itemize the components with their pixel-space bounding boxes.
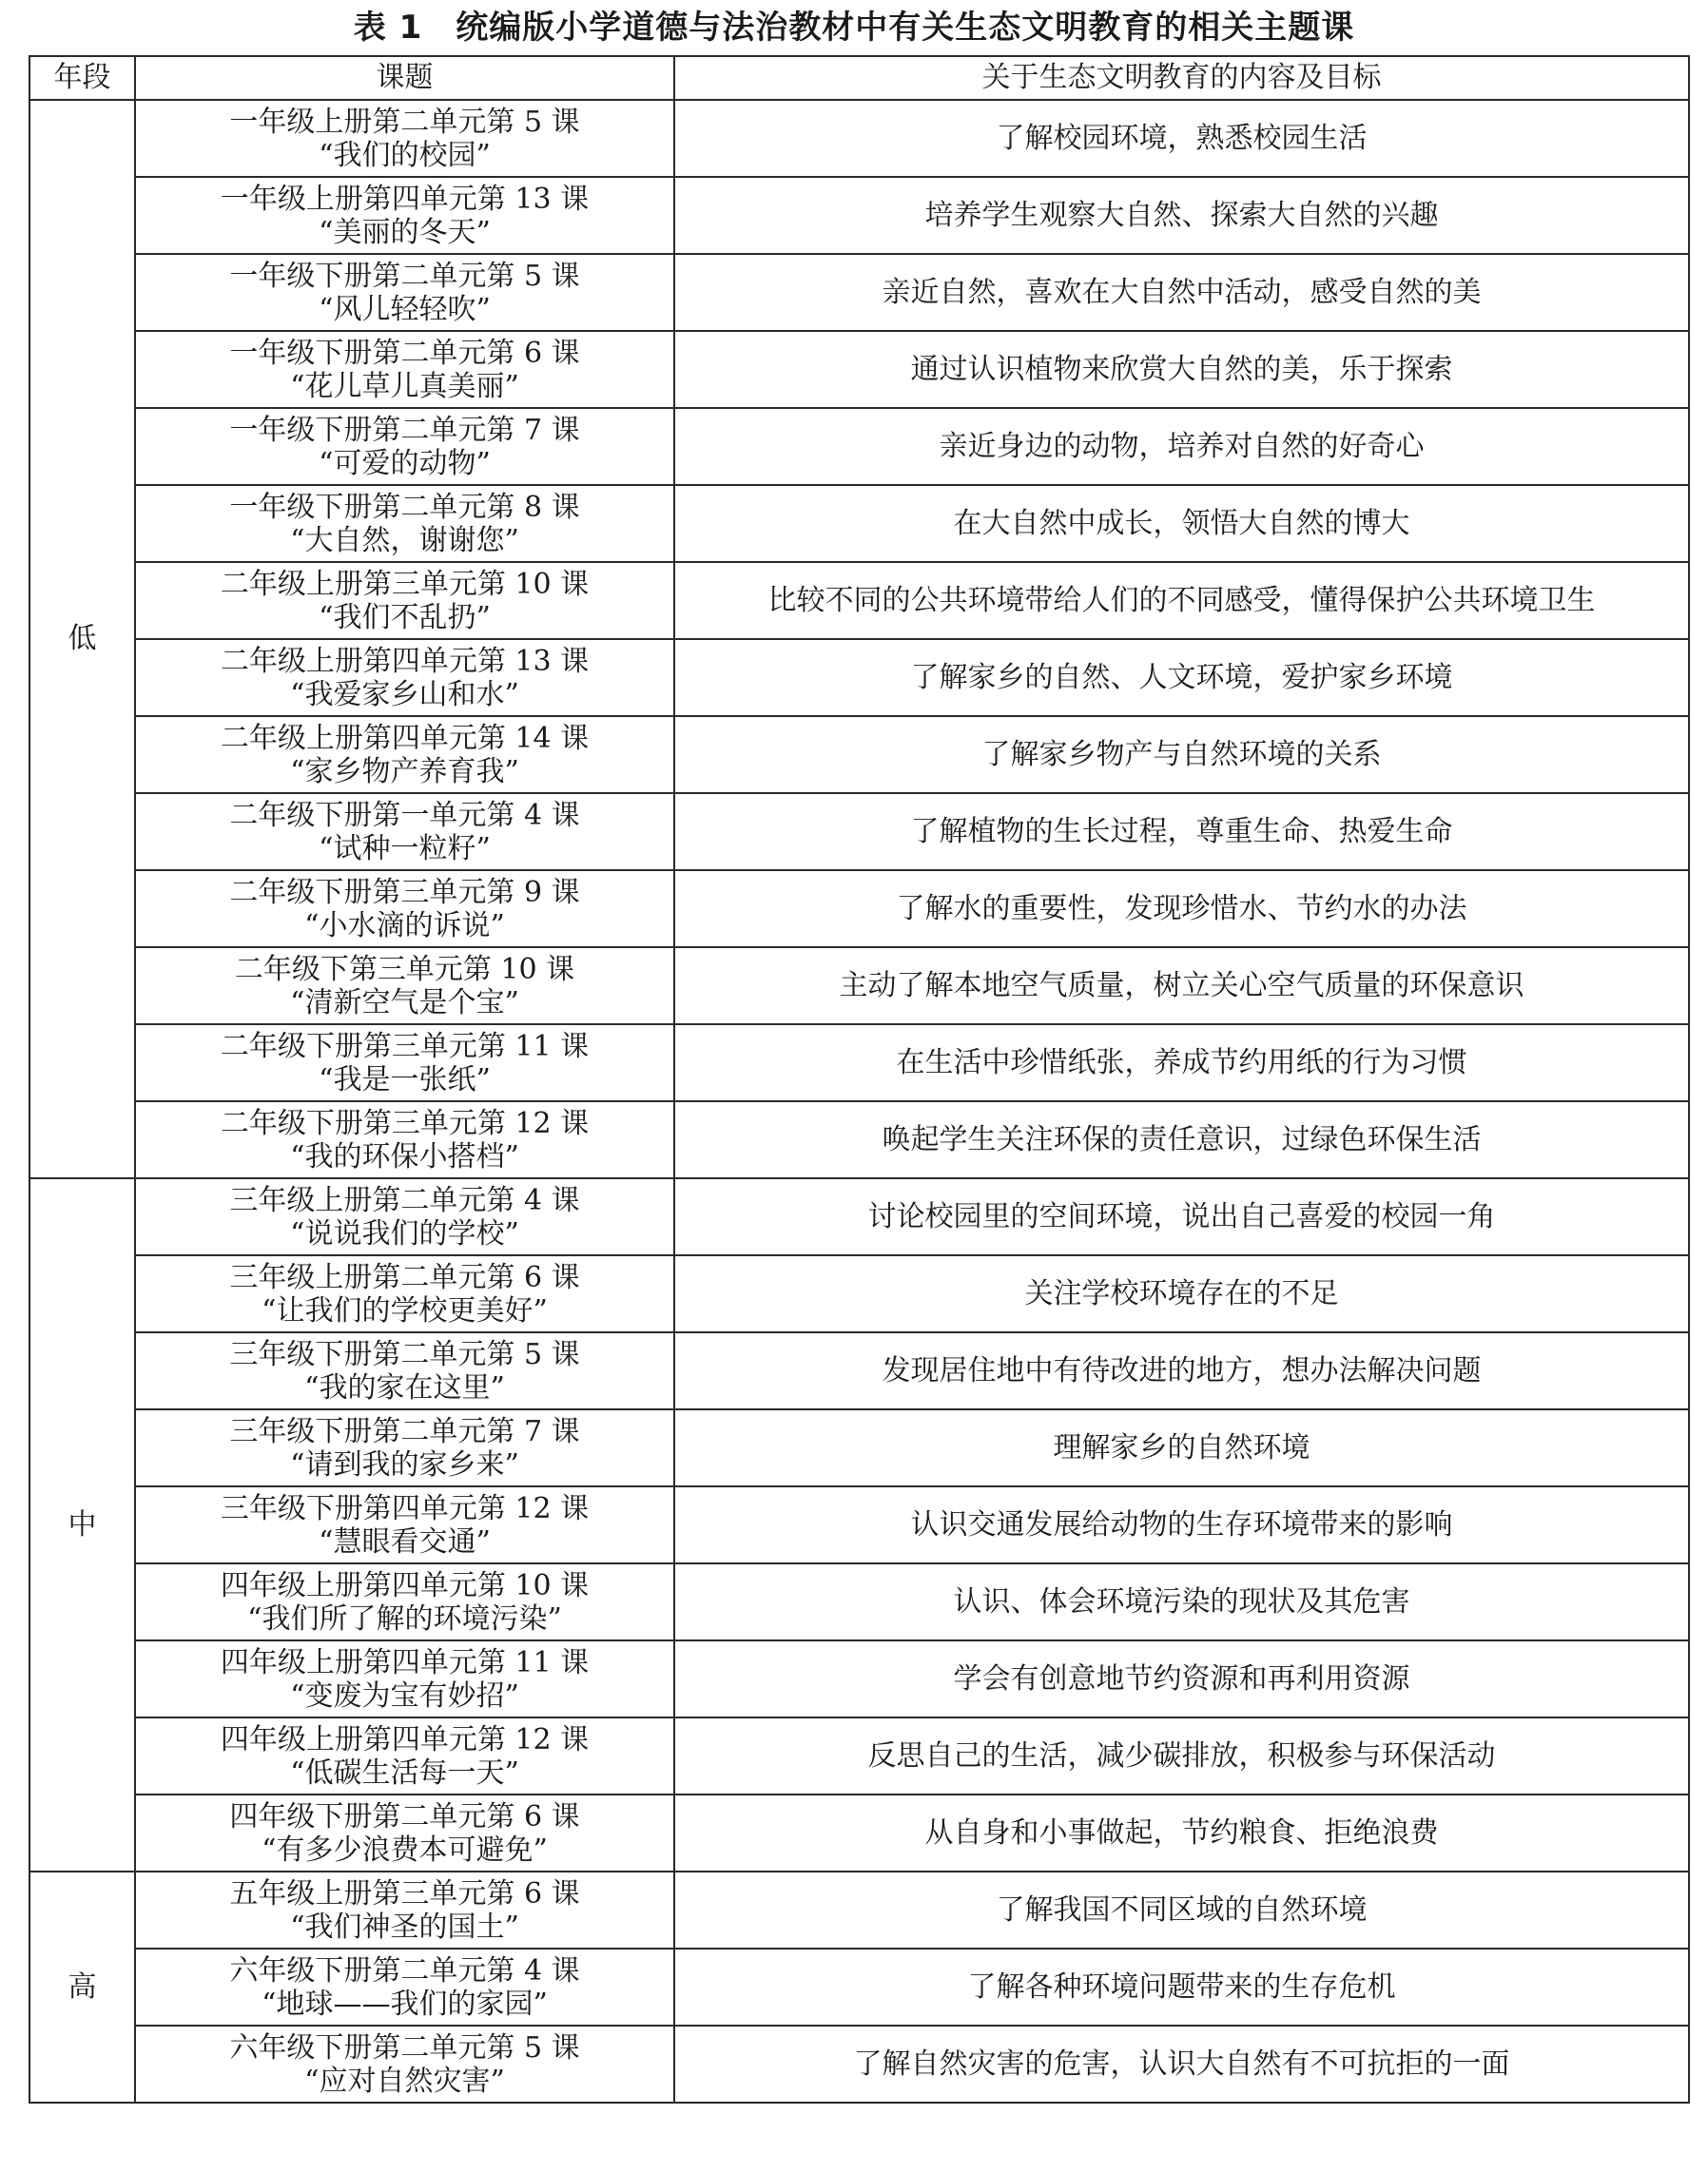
course-title: “试种一粒籽” (319, 831, 491, 865)
course-title: “请到我的家乡来” (290, 1447, 519, 1482)
table-row (29, 177, 1689, 254)
content-cell (674, 1486, 1689, 1563)
content-cell (674, 562, 1689, 639)
content-cell (674, 793, 1689, 870)
course-unit-label: 二年级上册第四单元第 13 课 (220, 644, 590, 678)
course-cell (135, 562, 674, 639)
course-title: “风儿轻轻吹” (319, 292, 491, 326)
course-unit-label: 四年级上册第四单元第 10 课 (220, 1568, 590, 1602)
content-goal-text: 认识、体会环境污染的现状及其危害 (953, 1584, 1410, 1619)
course-unit-label: 二年级下册第三单元第 11 课 (220, 1029, 590, 1063)
grade-cell (29, 1872, 135, 2103)
course-title: “清新空气是个宝” (290, 985, 519, 1019)
course-cell (135, 1486, 674, 1563)
course-cell (135, 1949, 674, 2026)
course-cell (135, 639, 674, 716)
content-cell (674, 2026, 1689, 2103)
course-unit-label: 二年级上册第四单元第 14 课 (220, 721, 590, 755)
content-cell (674, 1640, 1689, 1717)
course-title: “我们所了解的环境污染” (247, 1601, 562, 1636)
course-title: “低碳生活每一天” (290, 1756, 519, 1790)
course-unit-label: 三年级上册第二单元第 6 课 (229, 1260, 580, 1294)
table-row (29, 793, 1689, 870)
course-unit-label: 一年级下册第二单元第 8 课 (229, 490, 580, 524)
course-title: “美丽的冬天” (319, 215, 491, 249)
content-cell (674, 177, 1689, 254)
course-unit-label: 一年级上册第二单元第 5 课 (229, 105, 580, 139)
course-title: “我的环保小搭档” (290, 1139, 519, 1174)
grade-label: 中 (68, 1507, 97, 1542)
table-row (29, 331, 1689, 408)
content-cell (674, 1255, 1689, 1332)
content-cell (674, 1024, 1689, 1101)
content-goal-text: 了解家乡物产与自然环境的关系 (981, 737, 1382, 771)
content-cell (674, 408, 1689, 485)
course-unit-label: 四年级上册第四单元第 11 课 (220, 1645, 590, 1679)
content-cell (674, 1872, 1689, 1949)
table-row (29, 1409, 1689, 1486)
content-goal-text: 了解家乡的自然、人文环境，爱护家乡环境 (910, 660, 1453, 694)
content-goal-text: 发现居住地中有待改进的地方，想办法解决问题 (882, 1353, 1482, 1387)
course-cell (135, 2026, 674, 2103)
table-body (29, 100, 1689, 2103)
course-title: “让我们的学校更美好” (262, 1293, 548, 1328)
header-course: 课题 (135, 56, 674, 100)
content-goal-text: 培养学生观察大自然、探索大自然的兴趣 (924, 198, 1439, 232)
course-cell (135, 1409, 674, 1486)
course-cell (135, 716, 674, 793)
content-cell (674, 485, 1689, 562)
course-title: “我的家在这里” (304, 1370, 505, 1405)
content-cell (674, 100, 1689, 177)
course-cell (135, 1563, 674, 1640)
course-cell (135, 1795, 674, 1872)
course-cell (135, 1640, 674, 1717)
course-cell (135, 1178, 674, 1255)
content-goal-text: 了解我国不同区域的自然环境 (996, 1892, 1368, 1927)
table-row (29, 1332, 1689, 1409)
course-title: “花儿草儿真美丽” (290, 369, 519, 403)
course-cell (135, 1332, 674, 1409)
course-title: “应对自然灾害” (304, 2064, 505, 2098)
content-goal-text: 了解各种环境问题带来的生存危机 (967, 1969, 1396, 2004)
table-row (29, 1486, 1689, 1563)
content-goal-text: 了解自然灾害的危害，认识大自然有不可抗拒的一面 (853, 2047, 1510, 2081)
content-cell (674, 1563, 1689, 1640)
content-goal-text: 了解校园环境，熟悉校园生活 (996, 121, 1368, 155)
table-row (29, 2026, 1689, 2103)
table-row (29, 1795, 1689, 1872)
table-row (29, 1255, 1689, 1332)
table-row (29, 1640, 1689, 1717)
course-title: “我是一张纸” (319, 1062, 491, 1096)
grade-label: 低 (68, 622, 97, 655)
course-title: “我们的校园” (319, 138, 491, 172)
course-unit-label: 一年级下册第二单元第 6 课 (229, 336, 580, 370)
course-cell (135, 1255, 674, 1332)
course-unit-label: 四年级下册第二单元第 6 课 (229, 1799, 580, 1833)
course-cell (135, 177, 674, 254)
course-cell (135, 254, 674, 331)
course-cell (135, 408, 674, 485)
content-goal-text: 在大自然中成长，领悟大自然的博大 (953, 506, 1410, 540)
content-cell (674, 1795, 1689, 1872)
header-grade: 年段 (29, 56, 135, 100)
table-row (29, 1178, 1689, 1255)
content-goal-text: 了解水的重要性，发现珍惜水、节约水的办法 (896, 891, 1467, 925)
table-row (29, 1717, 1689, 1795)
grade-cell (29, 100, 135, 1178)
course-unit-label: 二年级上册第三单元第 10 课 (220, 567, 590, 601)
table-row (29, 1872, 1689, 1949)
table-row (29, 562, 1689, 639)
header-content: 关于生态文明教育的内容及目标 (674, 56, 1689, 100)
course-unit-label: 三年级下册第二单元第 7 课 (229, 1414, 580, 1448)
content-cell (674, 716, 1689, 793)
course-title: “地球——我们的家园” (262, 1987, 548, 2021)
course-unit-label: 三年级上册第二单元第 4 课 (229, 1183, 580, 1217)
content-goal-text: 通过认识植物来欣赏大自然的美，乐于探索 (910, 352, 1453, 386)
course-unit-label: 二年级下第三单元第 10 课 (234, 952, 575, 986)
course-cell (135, 1101, 674, 1178)
table-row (29, 100, 1689, 177)
table-row (29, 1949, 1689, 2026)
content-goal-text: 认识交通发展给动物的生存环境带来的影响 (910, 1507, 1453, 1542)
table-title: 表 1 统编版小学道德与法治教材中有关生态文明教育的相关主题课 (353, 9, 1355, 47)
course-cell (135, 947, 674, 1024)
content-cell (674, 1949, 1689, 2026)
content-cell (674, 947, 1689, 1024)
course-cell (135, 1717, 674, 1795)
content-goal-text: 理解家乡的自然环境 (1053, 1430, 1310, 1465)
course-cell (135, 100, 674, 177)
course-unit-label: 四年级上册第四单元第 12 课 (220, 1722, 590, 1756)
course-title: “我爱家乡山和水” (290, 677, 519, 711)
course-title: “小水滴的诉说” (304, 908, 505, 942)
content-goal-text: 反思自己的生活，减少碳排放，积极参与环保活动 (867, 1738, 1496, 1773)
table-row (29, 254, 1689, 331)
table-row (29, 1563, 1689, 1640)
content-goal-text: 讨论校园里的空间环境，说出自己喜爱的校园一角 (867, 1199, 1496, 1233)
content-goal-text: 比较不同的公共环境带给人们的不同感受，懂得保护公共环境卫生 (767, 583, 1596, 617)
course-cell (135, 870, 674, 947)
course-unit-label: 一年级下册第二单元第 5 课 (229, 259, 580, 293)
content-goal-text: 亲近身边的动物，培养对自然的好奇心 (939, 429, 1425, 463)
course-unit-label: 二年级下册第三单元第 12 课 (220, 1106, 590, 1140)
course-title: “变废为宝有妙招” (290, 1678, 519, 1713)
table-row (29, 408, 1689, 485)
course-unit-label: 五年级上册第三单元第 6 课 (229, 1876, 580, 1911)
content-cell (674, 331, 1689, 408)
content-goal-text: 从自身和小事做起，节约粮食、拒绝浪费 (924, 1815, 1439, 1850)
course-title: “我们不乱扔” (319, 600, 491, 634)
header-row (29, 56, 1689, 100)
table-row (29, 870, 1689, 947)
content-goal-text: 主动了解本地空气质量，树立关心空气质量的环保意识 (839, 968, 1524, 1002)
table-row (29, 1024, 1689, 1101)
table-row (29, 947, 1689, 1024)
course-unit-label: 二年级下册第三单元第 9 课 (229, 875, 580, 909)
table-row (29, 639, 1689, 716)
table-row (29, 1101, 1689, 1178)
course-cell (135, 1872, 674, 1949)
content-cell (674, 639, 1689, 716)
course-title: “可爱的动物” (319, 446, 491, 480)
course-title: “慧眼看交通” (319, 1524, 491, 1559)
course-title: “我们神圣的国土” (290, 1910, 519, 1944)
grade-cell (29, 1178, 135, 1872)
ecology-course-table (29, 55, 1690, 2104)
content-cell (674, 254, 1689, 331)
course-unit-label: 一年级下册第二单元第 7 课 (229, 413, 580, 447)
course-unit-label: 六年级下册第二单元第 5 课 (229, 2030, 580, 2065)
course-title: “说说我们的学校” (290, 1216, 519, 1251)
content-cell (674, 1717, 1689, 1795)
course-unit-label: 二年级下册第一单元第 4 课 (229, 798, 580, 832)
course-unit-label: 三年级下册第二单元第 5 课 (229, 1337, 580, 1371)
course-title: “有多少浪费本可避免” (262, 1833, 548, 1867)
table-row (29, 485, 1689, 562)
content-cell (674, 870, 1689, 947)
course-title: “家乡物产养育我” (290, 754, 519, 788)
course-cell (135, 485, 674, 562)
course-cell (135, 793, 674, 870)
content-goal-text: 了解植物的生长过程，尊重生命、热爱生命 (910, 814, 1453, 848)
content-cell (674, 1178, 1689, 1255)
table-row (29, 716, 1689, 793)
content-goal-text: 关注学校环境存在的不足 (1024, 1276, 1339, 1310)
content-goal-text: 学会有创意地节约资源和再利用资源 (953, 1661, 1410, 1696)
content-goal-text: 在生活中珍惜纸张，养成节约用纸的行为习惯 (896, 1045, 1467, 1079)
course-unit-label: 一年级上册第四单元第 13 课 (220, 182, 590, 216)
content-goal-text: 亲近自然，喜欢在大自然中活动，感受自然的美 (882, 275, 1482, 309)
content-cell (674, 1101, 1689, 1178)
course-title: “大自然，谢谢您” (290, 523, 519, 557)
course-unit-label: 三年级下册第四单元第 12 课 (220, 1491, 590, 1525)
content-goal-text: 唤起学生关注环保的责任意识，过绿色环保生活 (882, 1122, 1482, 1156)
content-cell (674, 1332, 1689, 1409)
course-cell (135, 1024, 674, 1101)
grade-label: 高 (68, 1969, 97, 2004)
content-cell (674, 1409, 1689, 1486)
course-unit-label: 六年级下册第二单元第 4 课 (229, 1953, 580, 1988)
course-cell (135, 331, 674, 408)
